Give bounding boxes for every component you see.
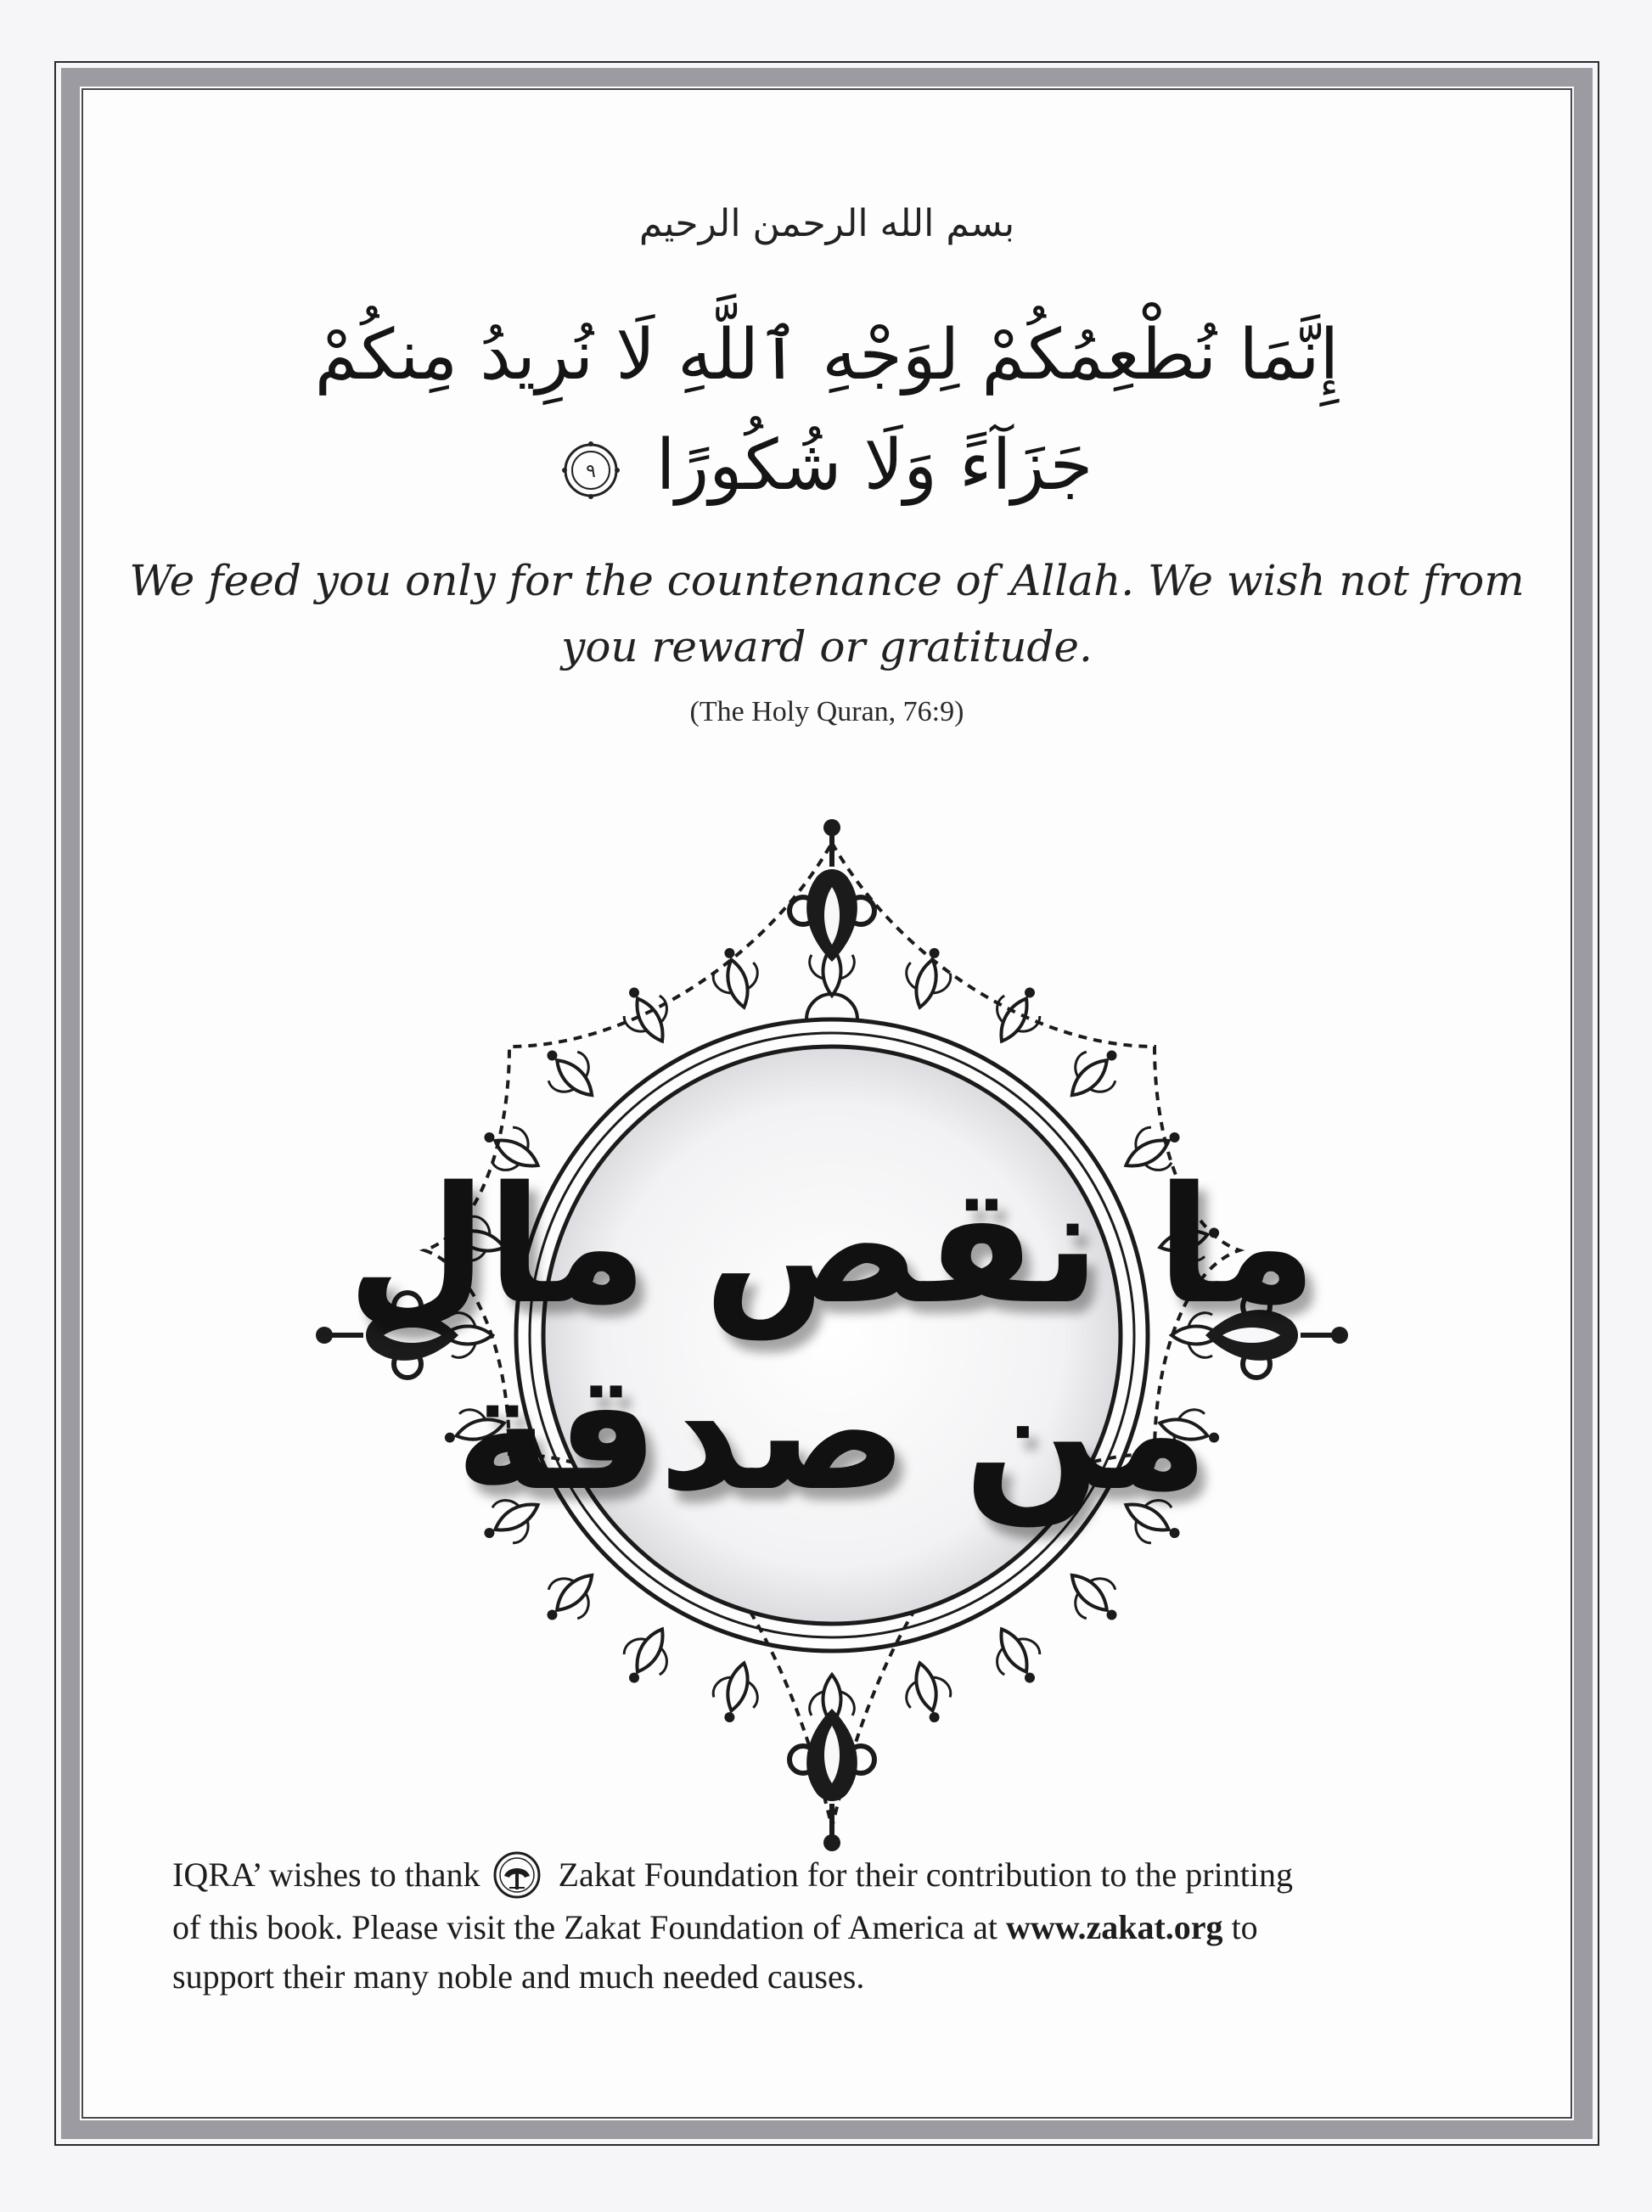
acknowledgement-text-2a: of this book. Please visit the Zakat Foundation of America at	[172, 1907, 998, 1946]
ornamental-medallion-icon	[346, 792, 1318, 1878]
translation-line-1: We feed you only for the countenance of Allah. We wish not from	[129, 556, 1525, 605]
verse-number: ٩	[585, 460, 596, 482]
page-content	[85, 92, 1569, 2115]
ayah-end-marker-icon	[561, 441, 621, 500]
quran-verse-line-1	[85, 315, 1569, 396]
calligraphy-line-2: من صدقة	[455, 1339, 1209, 1526]
quran-verse-text-1: إِنَّمَا نُطْعِمُكُمْ لِوَجْهِ ٱللَّهِ لَا نُرِيدُ مِنكُمْ	[314, 315, 1340, 396]
quran-verse-line-2	[85, 425, 1569, 506]
basmala: بسم الله الرحمن الرحيم	[638, 202, 1015, 245]
zakat-foundation-logo-icon	[492, 1850, 542, 1900]
acknowledgement-line-3: support their many noble and much needed causes.	[172, 1957, 865, 1996]
translation-line-2: you reward or gratitude.	[561, 622, 1093, 671]
acknowledgement-text-1b: Zakat Foundation for their contribution to the printing	[558, 1855, 1293, 1894]
acknowledgement	[172, 1850, 1599, 2001]
acknowledgement-line-2	[172, 1903, 1599, 1952]
quran-verse-text-2: جَزَآءً وَلَا شُكُورًا	[655, 425, 1093, 506]
zakat-website-link[interactable]: www.zakat.org	[1006, 1907, 1223, 1946]
acknowledgement-text-2b: to	[1231, 1907, 1258, 1946]
acknowledgement-line-1	[172, 1850, 1599, 1903]
acknowledgement-text-1a: IQRA’ wishes to thank	[172, 1855, 480, 1894]
calligraphy-line-1: ما نقص مال	[346, 1152, 1318, 1339]
verse-citation: (The Holy Quran, 76:9)	[689, 696, 964, 727]
